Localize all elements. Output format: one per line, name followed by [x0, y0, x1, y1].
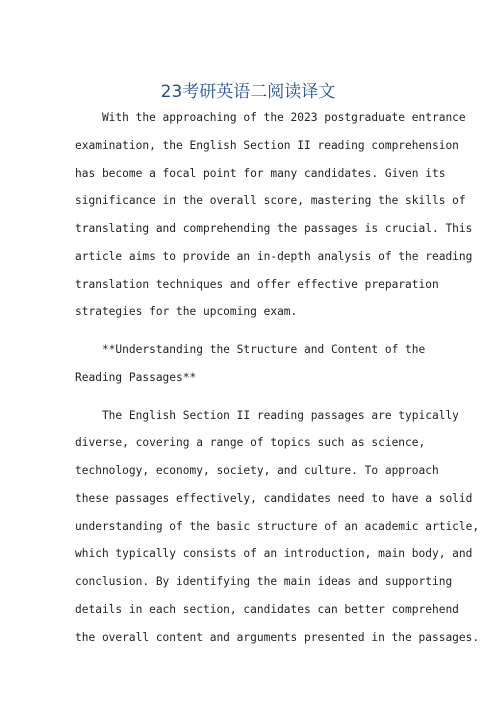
section-heading-line: Reading Passages**: [75, 371, 197, 384]
paragraph-line: has become a focal point for many candidates. Given its: [75, 167, 446, 180]
paragraph-line: which typically consists of an introduction, main body, and: [75, 547, 473, 560]
paragraph-line: understanding of the basic structure of an academic article,: [75, 520, 480, 533]
paragraph-line: the overall content and arguments presented in the passages.: [75, 631, 480, 644]
paragraph-line: examination, the English Section II reading comprehension: [75, 139, 459, 152]
paragraph-line: article aims to provide an in-depth analysis of the reading: [75, 250, 473, 263]
paragraph-line: details in each section, candidates can better comprehend: [75, 603, 459, 616]
paragraph-line: translating and comprehending the passages is crucial. This: [75, 222, 473, 235]
paragraph-line: strategies for the upcoming exam.: [75, 305, 298, 318]
paragraph-line: significance in the overall score, mastering the skills of: [75, 194, 466, 207]
paragraph-line: The English Section II reading passages are typically: [75, 409, 459, 422]
section-heading-line: **Understanding the Structure and Content of the: [75, 343, 426, 356]
paragraph-line: With the approaching of the 2023 postgraduate entrance: [75, 111, 466, 124]
document-title: 23考研英语二阅读译文: [160, 82, 336, 102]
paragraph-line: these passages effectively, candidates need to have a solid: [75, 492, 473, 505]
paragraph-line: translation techniques and offer effective preparation: [75, 278, 439, 291]
paragraph-line: conclusion. By identifying the main ideas and supporting: [75, 575, 453, 588]
paragraph-line: diverse, covering a range of topics such as science,: [75, 436, 426, 449]
paragraph-line: technology, economy, society, and culture. To approach: [75, 464, 439, 477]
